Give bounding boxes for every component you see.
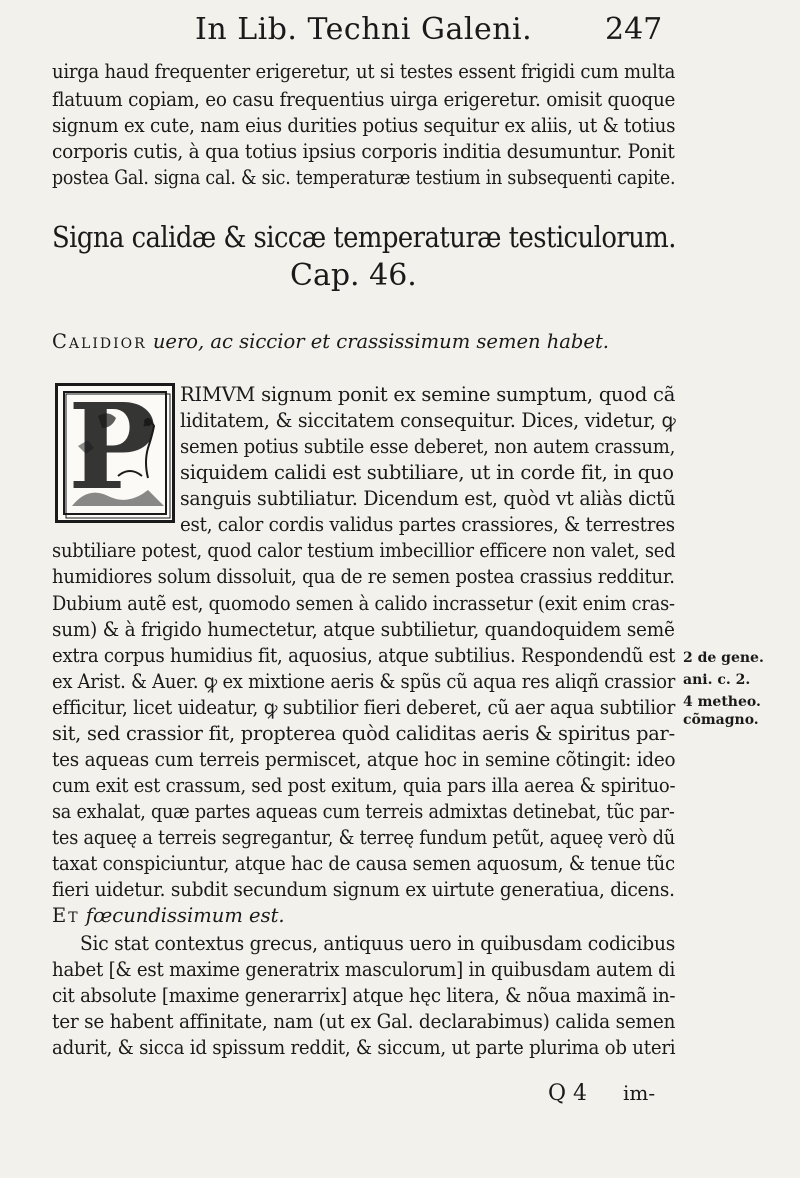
text-line: adurit, & sicca id spissum reddit, & siccum, ut parte plurima ob uteri	[52, 1036, 676, 1059]
text-line: est, calor cordis validus partes crassiores, & terrestres	[180, 513, 675, 536]
chapter-label: Cap. 46.	[290, 258, 417, 293]
margin-note: cõmagno.	[683, 712, 759, 728]
text-line: siquidem calidi est subtiliare, ut in corde fit, in quo	[180, 461, 674, 484]
text-line: flatuum copiam, eo casu frequentius uirga erigeretur. omisit quoque	[52, 88, 676, 111]
text-line: habet [& est maxime generatrix masculorum] in quibusdam autem di	[52, 958, 676, 981]
text-line: humidiores solum dissoluit, qua de re semen postea crassius redditur.	[52, 565, 675, 588]
section-heading: Signa calidæ & siccæ temperaturæ testiculorum.	[52, 220, 676, 254]
running-title: In Lib. Techni Galeni.	[195, 12, 533, 47]
text-line: liditatem, & siccitatem consequitur. Dices, videtur, ꝙ	[180, 409, 676, 432]
text-line: subtiliare potest, quod calor testium imbecillior efficere non valet, sed	[52, 539, 676, 562]
text-line: Dubium autẽ est, quomodo semen à calido incrassetur (exit enim cras-	[52, 592, 675, 615]
lemma-text: fœcundissimum est.	[85, 904, 285, 927]
text-line: tes aqueę a terreis segregantur, & terreę fundum petũt, aqueę verò dũ	[52, 826, 676, 849]
drop-cap-letter: P	[68, 377, 157, 516]
text-line: sanguis subtiliatur. Dicendum est, quòd vt aliàs dictũ	[180, 487, 676, 510]
text-line: fieri uidetur. subdit secundum signum ex uirtute generatiua, dicens.	[52, 878, 675, 901]
text-line: ex Arist. & Auer. ꝙ ex mixtione aeris & spũs cũ aqua res aliqñ crassior	[52, 670, 676, 693]
text-line: tes aqueas cum terreis permiscet, atque hoc in semine cõtingit: ideo	[52, 748, 676, 771]
text-line: taxat conspiciuntur, atque hac de causa semen aquosum, & tenue tũc	[52, 852, 675, 875]
text-line: corporis cutis, à qua totius ipsius corporis inditia desumuntur. Ponit	[52, 140, 675, 163]
text-line: sum) & à frigido humectetur, atque subtilietur, quandoquidem semẽ	[52, 618, 675, 641]
text-line: cit absolute [maxime generarrix] atque hęc litera, & nõua maximã in-	[52, 984, 676, 1007]
lemma-text: uero, ac siccior et crassissimum semen habet.	[152, 330, 609, 353]
text-line: cum exit est crassum, sed post exitum, quia pars illa aerea & spirituo-	[52, 774, 676, 797]
text-line: extra corpus humidius fit, aquosius, atque subtilius. Respondendũ est	[52, 644, 676, 667]
text-line: efficitur, licet uideatur, ꝙ subtilior fieri deberet, cũ aer aqua subtilior	[52, 696, 676, 719]
page-number: 247	[605, 12, 663, 47]
decorated-initial	[55, 377, 175, 523]
lemma-lead-word: Calidior	[52, 330, 147, 353]
text-line: postea Gal. signa cal. & sic. temperaturæ testium in subsequenti capite.	[52, 166, 676, 189]
text-line: sit, sed crassior fit, propterea quòd caliditas aeris & spiritus par-	[52, 722, 675, 745]
margin-note: 4 metheo.	[683, 694, 761, 710]
signature-mark: Q 4	[548, 1081, 588, 1106]
text-line: Sic stat contextus grecus, antiquus uero in quibusdam codicibus	[80, 932, 676, 955]
text-line: ter se habent affinitate, nam (ut ex Gal. declarabimus) calida semen	[52, 1010, 676, 1033]
text-line: signum ex cute, nam eius durities potius sequitur ex aliis, ut & totius	[52, 114, 676, 137]
text-line: semen potius subtile esse deberet, non autem crassum,	[180, 435, 676, 458]
text-line: RIMVM signum ponit ex semine sumptum, quod cã	[180, 383, 676, 406]
text-line: sa exhalat, quæ partes aqueas cum terreis admixtas detinebat, tũc par-	[52, 800, 675, 823]
margin-note: ani. c. 2.	[683, 672, 751, 688]
lemma-quote	[52, 904, 285, 927]
lemma-quote	[52, 330, 609, 353]
margin-note: 2 de gene.	[683, 650, 764, 666]
text-line: uirga haud frequenter erigeretur, ut si testes essent frigidi cum multa	[52, 60, 676, 83]
lemma-lead-word: Et	[52, 904, 80, 927]
catchword: im-	[623, 1081, 656, 1105]
